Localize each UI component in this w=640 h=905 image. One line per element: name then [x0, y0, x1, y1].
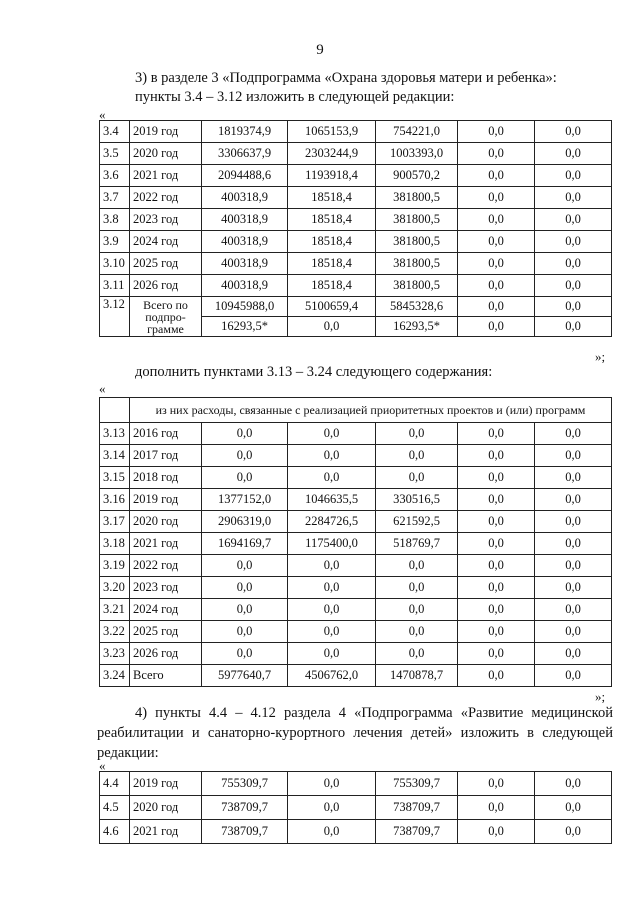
table-row: [100, 275, 612, 297]
row-value-c5: 0,0: [535, 820, 612, 844]
table-section4-revision: [99, 771, 612, 844]
row-value-c1: 0,0: [202, 577, 288, 599]
row-value-c3: 0,0: [376, 467, 458, 489]
row-value-c4: 0,0: [458, 643, 535, 665]
row-value-c1: 1819374,9: [202, 121, 288, 143]
row-number: 3.16: [100, 489, 130, 511]
row-year: 2019 год: [130, 121, 202, 143]
row-number: 3.5: [100, 143, 130, 165]
row-year: 2020 год: [130, 511, 202, 533]
row-value-c3: 0,0: [376, 643, 458, 665]
table-row: [100, 511, 612, 533]
total-label-line: Всего по: [143, 297, 188, 312]
row-value-c4: 0,0: [458, 209, 535, 231]
open-quote-1: «: [99, 107, 106, 122]
total-label-line: грамме: [147, 321, 184, 336]
row-value-c1: 0,0: [202, 445, 288, 467]
row-value-c4: 0,0: [458, 187, 535, 209]
row-value-c4: 0,0: [458, 423, 535, 445]
open-quote-3: «: [99, 758, 106, 773]
row-number: 4.4: [100, 772, 130, 796]
row-year: 2022 год: [130, 187, 202, 209]
row-value-c4: 0,0: [458, 599, 535, 621]
row-value-c1: 0,0: [202, 423, 288, 445]
row-year: 2021 год: [130, 165, 202, 187]
row-value-c3: 0,0: [376, 621, 458, 643]
total-extra-value-c4: 0,0: [458, 317, 535, 337]
row-value-c2: 0,0: [288, 467, 376, 489]
row-number: 3.6: [100, 165, 130, 187]
row-value-c5: 0,0: [535, 555, 612, 577]
row-year: 2020 год: [130, 796, 202, 820]
table-row: [100, 231, 612, 253]
table-row: [100, 467, 612, 489]
row-value-c2: 4506762,0: [288, 665, 376, 687]
row-value-c4: 0,0: [458, 489, 535, 511]
table-row: [100, 577, 612, 599]
row-value-c2: 0,0: [288, 621, 376, 643]
row-value-c1: 5977640,7: [202, 665, 288, 687]
row-number: 3.23: [100, 643, 130, 665]
row-value-c2: 0,0: [288, 577, 376, 599]
table-row: [100, 665, 612, 687]
row-value-c3: 330516,5: [376, 489, 458, 511]
row-value-c1: 0,0: [202, 555, 288, 577]
row-value-c3: 381800,5: [376, 187, 458, 209]
row-value-c2: 0,0: [288, 423, 376, 445]
table-row: [100, 796, 612, 820]
row-value-c3: 755309,7: [376, 772, 458, 796]
row-value-c4: 0,0: [458, 665, 535, 687]
close-quote-1: »;: [595, 349, 606, 364]
total-value-c2: 5100659,4: [288, 297, 376, 317]
row-number: 3.20: [100, 577, 130, 599]
table-row: [100, 489, 612, 511]
total-number: 3.12: [100, 297, 130, 337]
row-value-c2: 0,0: [288, 555, 376, 577]
row-year: 2024 год: [130, 599, 202, 621]
row-value-c1: 400318,9: [202, 253, 288, 275]
row-year: 2025 год: [130, 253, 202, 275]
row-value-c5: 0,0: [535, 621, 612, 643]
row-value-c4: 0,0: [458, 231, 535, 253]
close-quote-2: »;: [595, 689, 606, 704]
row-value-c3: 381800,5: [376, 253, 458, 275]
row-value-c5: 0,0: [535, 772, 612, 796]
total-value-c1: 10945988,0: [202, 297, 288, 317]
row-value-c2: 0,0: [288, 820, 376, 844]
row-value-c1: 738709,7: [202, 796, 288, 820]
row-value-c2: 0,0: [288, 796, 376, 820]
row-value-c1: 400318,9: [202, 187, 288, 209]
row-number: 3.8: [100, 209, 130, 231]
row-value-c2: 0,0: [288, 445, 376, 467]
row-value-c2: 18518,4: [288, 275, 376, 297]
row-value-c4: 0,0: [458, 796, 535, 820]
row-value-c4: 0,0: [458, 467, 535, 489]
page-number: 9: [316, 42, 324, 58]
row-year: 2017 год: [130, 445, 202, 467]
row-year: 2023 год: [130, 209, 202, 231]
row-value-c3: 0,0: [376, 577, 458, 599]
row-value-c5: 0,0: [535, 796, 612, 820]
row-value-c3: 381800,5: [376, 231, 458, 253]
table-total-row: [100, 297, 612, 317]
row-value-c2: 18518,4: [288, 253, 376, 275]
row-value-c3: 0,0: [376, 445, 458, 467]
table-header-row: [100, 398, 612, 423]
row-number: 4.6: [100, 820, 130, 844]
row-year: 2019 год: [130, 489, 202, 511]
row-value-c4: 0,0: [458, 577, 535, 599]
row-value-c3: 738709,7: [376, 796, 458, 820]
row-value-c3: 0,0: [376, 423, 458, 445]
row-year: 2020 год: [130, 143, 202, 165]
table-row: [100, 772, 612, 796]
row-year: 2018 год: [130, 467, 202, 489]
total-value-c3: 5845328,6: [376, 297, 458, 317]
row-value-c4: 0,0: [458, 621, 535, 643]
row-value-c5: 0,0: [535, 643, 612, 665]
row-value-c1: 2906319,0: [202, 511, 288, 533]
row-value-c2: 18518,4: [288, 209, 376, 231]
row-value-c3: 518769,7: [376, 533, 458, 555]
row-number: 3.19: [100, 555, 130, 577]
table-row: [100, 423, 612, 445]
row-value-c4: 0,0: [458, 511, 535, 533]
row-value-c3: 1470878,7: [376, 665, 458, 687]
row-value-c5: 0,0: [535, 253, 612, 275]
row-number: 3.21: [100, 599, 130, 621]
row-value-c4: 0,0: [458, 253, 535, 275]
row-number: 3.18: [100, 533, 130, 555]
table-row: [100, 445, 612, 467]
row-number: 3.4: [100, 121, 130, 143]
row-year: Всего: [130, 665, 202, 687]
table-row: [100, 555, 612, 577]
row-value-c1: 400318,9: [202, 209, 288, 231]
row-value-c2: 18518,4: [288, 187, 376, 209]
row-number: 3.11: [100, 275, 130, 297]
row-number: 3.10: [100, 253, 130, 275]
total-value-c4: 0,0: [458, 297, 535, 317]
row-value-c2: 1193918,4: [288, 165, 376, 187]
table-row: [100, 253, 612, 275]
row-value-c1: 3306637,9: [202, 143, 288, 165]
total-extra-value-c1: 16293,5*: [202, 317, 288, 337]
table-row: [100, 209, 612, 231]
row-value-c5: 0,0: [535, 165, 612, 187]
row-value-c3: 754221,0: [376, 121, 458, 143]
row-value-c5: 0,0: [535, 423, 612, 445]
row-value-c1: 1694169,7: [202, 533, 288, 555]
section3-intro-line2: пункты 3.4 – 3.12 изложить в следующей редакции:: [135, 89, 455, 105]
row-value-c3: 0,0: [376, 555, 458, 577]
table-row: [100, 187, 612, 209]
table-row: [100, 643, 612, 665]
row-value-c5: 0,0: [535, 577, 612, 599]
row-value-c1: 0,0: [202, 621, 288, 643]
row-value-c4: 0,0: [458, 121, 535, 143]
total-extra-value-c5: 0,0: [535, 317, 612, 337]
row-value-c5: 0,0: [535, 665, 612, 687]
table-section3-revision: [99, 120, 612, 337]
total-label-line: подпро-: [145, 309, 186, 324]
row-value-c2: 18518,4: [288, 231, 376, 253]
row-value-c2: 2303244,9: [288, 143, 376, 165]
row-value-c4: 0,0: [458, 445, 535, 467]
row-value-c4: 0,0: [458, 165, 535, 187]
table-section3-addition: [99, 397, 612, 687]
row-value-c5: 0,0: [535, 231, 612, 253]
row-value-c2: 1175400,0: [288, 533, 376, 555]
total-value-c5: 0,0: [535, 297, 612, 317]
row-value-c5: 0,0: [535, 445, 612, 467]
row-value-c3: 381800,5: [376, 209, 458, 231]
row-value-c5: 0,0: [535, 209, 612, 231]
header-priority-projects: из них расходы, связанные с реализацией приоритетных проектов и (или) программ: [130, 398, 612, 423]
header-empty-cell: [100, 398, 130, 423]
row-value-c5: 0,0: [535, 187, 612, 209]
section4-intro: 4) пункты 4.4 – 4.12 раздела 4 «Подпрограмма «Развитие медицинской реабилитации и санаторно-курортного лечения детей» изложить в следующей редакции:: [97, 705, 613, 761]
row-value-c4: 0,0: [458, 143, 535, 165]
total-extra-value-c2: 0,0: [288, 317, 376, 337]
row-value-c5: 0,0: [535, 121, 612, 143]
row-value-c4: 0,0: [458, 555, 535, 577]
row-number: 4.5: [100, 796, 130, 820]
row-year: 2023 год: [130, 577, 202, 599]
row-year: 2025 год: [130, 621, 202, 643]
row-year: 2026 год: [130, 643, 202, 665]
row-value-c3: 381800,5: [376, 275, 458, 297]
row-value-c4: 0,0: [458, 820, 535, 844]
table-row: [100, 599, 612, 621]
row-year: 2021 год: [130, 820, 202, 844]
row-value-c1: 2094488,6: [202, 165, 288, 187]
row-value-c5: 0,0: [535, 467, 612, 489]
total-extra-value-c3: 16293,5*: [376, 317, 458, 337]
row-year: 2016 год: [130, 423, 202, 445]
row-value-c2: 0,0: [288, 599, 376, 621]
row-value-c5: 0,0: [535, 533, 612, 555]
row-value-c1: 400318,9: [202, 275, 288, 297]
table-row: [100, 820, 612, 844]
table-row: [100, 533, 612, 555]
row-number: 3.22: [100, 621, 130, 643]
row-value-c4: 0,0: [458, 275, 535, 297]
row-number: 3.7: [100, 187, 130, 209]
row-value-c5: 0,0: [535, 511, 612, 533]
row-value-c1: 1377152,0: [202, 489, 288, 511]
table-row: [100, 165, 612, 187]
row-year: 2022 год: [130, 555, 202, 577]
row-number: 3.9: [100, 231, 130, 253]
row-value-c5: 0,0: [535, 143, 612, 165]
row-value-c4: 0,0: [458, 533, 535, 555]
row-value-c4: 0,0: [458, 772, 535, 796]
section3-intro-line1: 3) в разделе 3 «Подпрограмма «Охрана здоровья матери и ребенка»:: [135, 70, 557, 86]
row-value-c1: 0,0: [202, 643, 288, 665]
row-value-c1: 0,0: [202, 599, 288, 621]
row-year: 2024 год: [130, 231, 202, 253]
open-quote-2: «: [99, 381, 106, 396]
table-row: [100, 121, 612, 143]
row-number: 3.14: [100, 445, 130, 467]
row-value-c2: 2284726,5: [288, 511, 376, 533]
section3-addition-intro: дополнить пунктами 3.13 – 3.24 следующего содержания:: [135, 364, 493, 380]
row-number: 3.17: [100, 511, 130, 533]
row-value-c2: 0,0: [288, 772, 376, 796]
row-value-c1: 738709,7: [202, 820, 288, 844]
row-number: 3.15: [100, 467, 130, 489]
table-row: [100, 621, 612, 643]
row-number: 3.24: [100, 665, 130, 687]
row-value-c1: 400318,9: [202, 231, 288, 253]
row-value-c5: 0,0: [535, 599, 612, 621]
row-value-c3: 738709,7: [376, 820, 458, 844]
row-value-c3: 900570,2: [376, 165, 458, 187]
row-value-c5: 0,0: [535, 489, 612, 511]
row-value-c5: 0,0: [535, 275, 612, 297]
row-value-c1: 0,0: [202, 467, 288, 489]
row-value-c3: 1003393,0: [376, 143, 458, 165]
row-value-c2: 0,0: [288, 643, 376, 665]
row-year: 2019 год: [130, 772, 202, 796]
total-label: [130, 297, 202, 337]
row-value-c3: 0,0: [376, 599, 458, 621]
row-value-c3: 621592,5: [376, 511, 458, 533]
row-year: 2026 год: [130, 275, 202, 297]
row-number: 3.13: [100, 423, 130, 445]
row-value-c2: 1046635,5: [288, 489, 376, 511]
row-value-c2: 1065153,9: [288, 121, 376, 143]
row-year: 2021 год: [130, 533, 202, 555]
table-row: [100, 143, 612, 165]
row-value-c1: 755309,7: [202, 772, 288, 796]
